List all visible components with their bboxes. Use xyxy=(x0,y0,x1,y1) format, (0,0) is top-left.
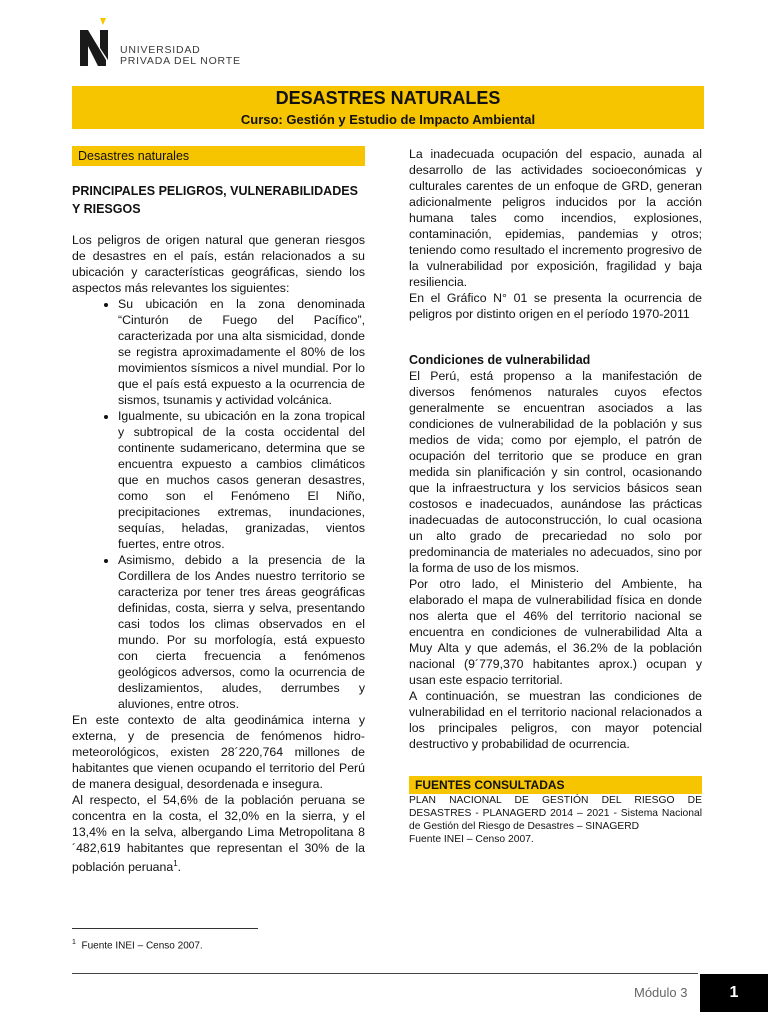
population-text-end: . xyxy=(177,860,182,875)
vulnerability-paragraph: El Perú, está propenso a la manifestación de diversos fenómenos naturales cuyos efectos generalmente se encuentran asociados a las condiciones de vulnerabilidad de la población y sus medios de vida; como por ejemplo, el patrón de ocupación del territorio que se produce en gran medida sin planificación y sin control, ocasionando que la infraestructura y los servicios básicos sean costosos e inadecuados, aunándose las prácticas inadecuadas de autoconstrucción, lo cual ocasiona un alto grado de precariedad no solo por predominancia de materiales no adecuados, sino por la forma de uso de los mismos. xyxy=(409,369,702,575)
page-number: 1 xyxy=(700,974,768,1012)
course-subtitle: Curso: Gestión y Estudio de Impacto Ambiental xyxy=(72,110,704,129)
ministry-paragraph: Por otro lado, el Ministerio del Ambiente, ha elaborado el mapa de vulnerabilidad física en donde nos alerta que el 46% del territorio nacional se encuentra en condiciones de vulnerabilidad Alta a Muy Alta y que además, el 36.2% de la población nacional (9´779,370 habitantes aprox.) ocupan y usan este espacio territorial. xyxy=(409,577,702,687)
sources-list xyxy=(409,794,702,846)
population-text: Al respecto, el 54,6% de la población peruana se concentra en la costa, el 32,0% en la sierra, y el 13,4% en la selva, albergando Lima Metropolitana 8´482,619 habitantes que representan el 30% de la población peruana xyxy=(72,793,365,875)
chart-reference-paragraph: En el Gráfico N° 01 se presenta la ocurrencia de peligros por distinto origen en el período 1970-2011 xyxy=(409,291,702,321)
footnote-reference: 1 xyxy=(173,859,178,868)
footnote-divider xyxy=(72,928,258,929)
vulnerability-heading: Condiciones de vulnerabilidad xyxy=(409,353,591,367)
logo-line-1: UNIVERSIDAD xyxy=(120,44,201,56)
university-logo xyxy=(76,16,246,68)
module-label: Módulo 3 xyxy=(634,985,688,1000)
footnote-number: 1 xyxy=(72,939,76,946)
list-item: • Igualmente, su ubicación en la zona tropical y subtropical de la costa occidental del continente sudamericano, determina que se encuentra expuesto a cambios climáticos que en muchos casos generan desastres, como son el Fenómeno El Niño, precipitaciones extremas, inundaciones, sequías, heladas, granizadas, vientos fuertes, entre otros. xyxy=(118,408,365,552)
list-item: • Asimismo, debido a la presencia de la Cordillera de los Andes nuestro territorio se caracteriza por tener tres áreas geográficas definidas, costa, sierra y selva, presentando casi todos los climas observados en el mundo. Por su morfología, está expuesto con cierta frecuencia a fenómenos geológicos adversos, como la ocurrencia de deslizamientos, aludes, derrumbes y aluviones, entre otros. xyxy=(118,552,365,712)
footnote-text: Fuente INEI – Censo 2007. xyxy=(81,940,203,952)
footer-divider xyxy=(72,973,698,974)
list-item: • Su ubicación en la zona denominada “Cinturón de Fuego del Pacífico”, caracterizada por una alta sismicidad, donde se registra aproximadamente el 80% de los movimientos sísmicos a nivel mundial. Por lo que el país está expuesto a la ocurrencia de sismos, tsunamis y actividad volcánica. xyxy=(118,296,365,408)
conditions-paragraph: A continuación, se muestran las condiciones de vulnerabilidad en el territorio nacional relacionados a los principales peligros, con mayor potencial destructivo y probabilidad de ocurrencia. xyxy=(409,689,702,751)
population-paragraph xyxy=(72,792,365,875)
section-heading: PRINCIPALES PELIGROS, VULNERABILIDADES Y RIESGOS xyxy=(72,184,358,216)
right-column xyxy=(409,146,702,846)
hazard-list xyxy=(72,296,365,712)
logo-line-2: PRIVADA DEL NORTE xyxy=(120,55,241,67)
unp-logo-icon xyxy=(76,16,116,68)
context-paragraph: En este contexto de alta geodinámica interna y externa, y de presencia de fenómenos hidro-meteorológicos, existen 28´220,764 millones de habitantes que vienen ocupando el territorio del Perú de manera desigual, desordenada e insegura. xyxy=(72,713,365,791)
occupation-paragraph: La inadecuada ocupación del espacio, aunada al desarrollo de las actividades socioeconómicas y culturales carentes de un enfoque de GRD, generan adicionalmente peligros inducidos por la acción humana tales como incendios, explosiones, contaminación, epidemias, pandemias y otros; teniendo como resultado el incremento progresivo de la vulnerabilidad por exposición, fragilidad y baja resiliencia. xyxy=(409,147,702,289)
left-column xyxy=(72,146,365,875)
source-entry: PLAN NACIONAL DE GESTIÓN DEL RIESGO DE DESASTRES - PLANAGERD 2014 – 2021 - Sistema Nacional de Gestión del Riesgo de Desastres – SINAGERD xyxy=(409,795,702,832)
footnote xyxy=(72,936,203,952)
intro-paragraph: Los peligros de origen natural que generan riesgos de desastres en el país, están relacionados a su ubicación y características geográficas, siendo los aspectos más relevantes los siguientes: xyxy=(72,233,365,295)
sources-label: FUENTES CONSULTADAS xyxy=(409,776,702,794)
logo-text xyxy=(120,45,241,67)
section-label: Desastres naturales xyxy=(72,146,365,166)
source-entry: Fuente INEI – Censo 2007. xyxy=(409,834,534,845)
document-title: DESASTRES NATURALES xyxy=(72,86,704,110)
